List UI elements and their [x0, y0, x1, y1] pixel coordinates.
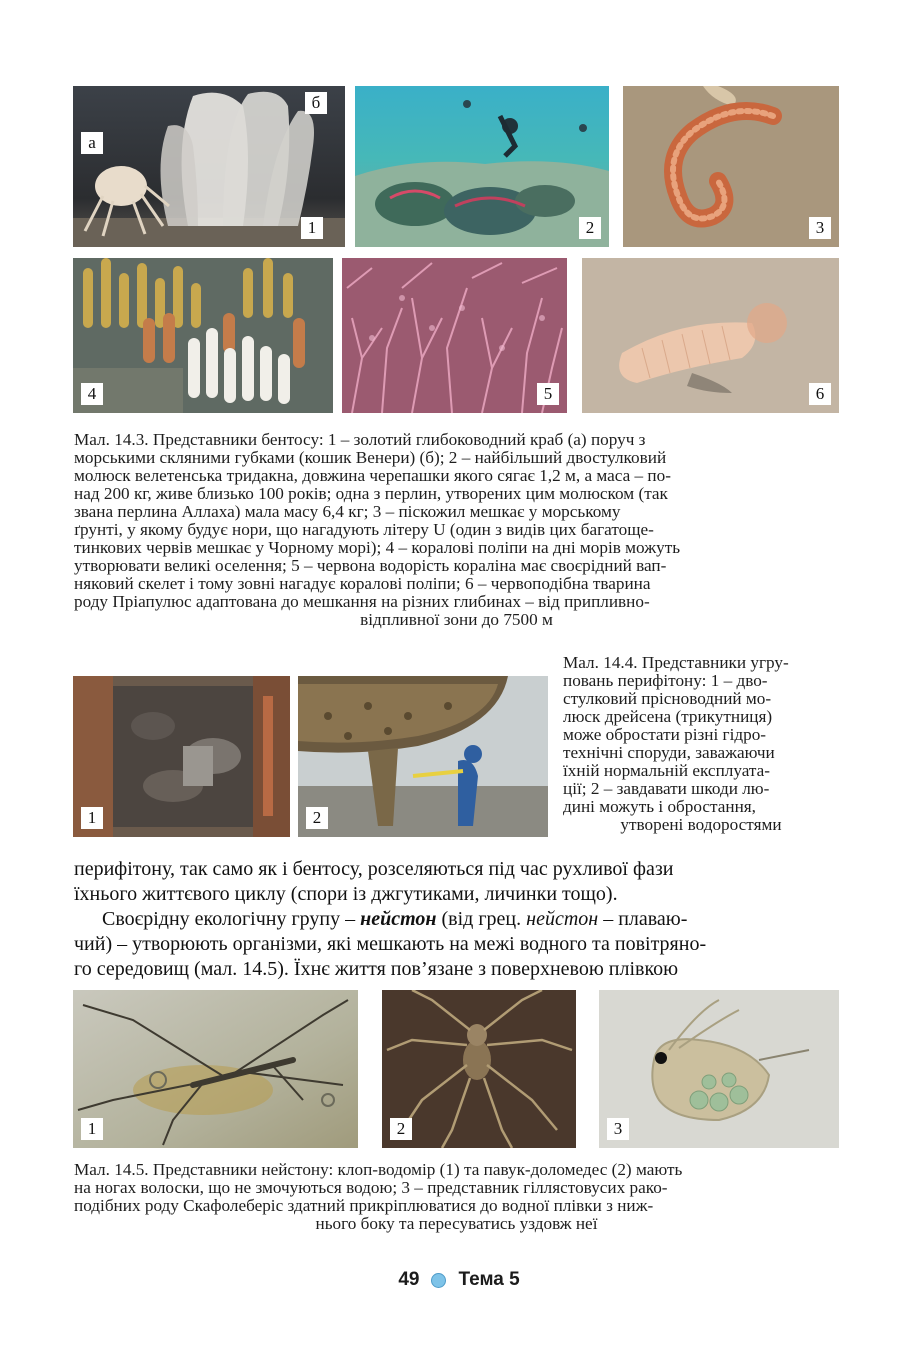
caption-line: звана перлина Аллаха) мала масу 6,4 кг; 3 – піскожил мешкає у морському — [74, 502, 621, 521]
sublabel-b: б — [305, 92, 327, 114]
caption-line: технічні споруди, заважаючи — [563, 743, 775, 762]
page-number: 49 — [398, 1269, 420, 1290]
caption-line: стулковий прісноводний мо- — [563, 689, 772, 708]
caption-line: молюск велетенська тридакна, довжина черепашки якого сягає 1,2 м, а маса – по- — [74, 466, 671, 485]
caption-line: дині можуть і обростання, — [563, 797, 756, 816]
term-neuston: нейстон — [360, 908, 437, 930]
caption-line: ґрунті, у якому будує нори, що нагадують літеру U (один з видів цих багатоще- — [74, 520, 654, 539]
caption-line: на ногах волоски, що не змочуються водою; 3 – представник гіллястовусих рако- — [74, 1178, 668, 1197]
photo-number: 5 — [537, 383, 559, 405]
caption-line: Мал. 14.5. Представники нейстону: клоп-водомір (1) та павук-доломедес (2) мають — [74, 1160, 683, 1179]
sublabel-a: а — [81, 132, 103, 154]
photo-giant-clam-diver — [355, 86, 609, 247]
text-line: го середовищ (мал. 14.5). Їхнє життя пов’язане з поверхневою плівкою — [74, 958, 679, 980]
text-span: Своєрідну екологічну групу – — [102, 908, 361, 930]
photo-number: 1 — [301, 217, 323, 239]
photo-zebra-mussel — [73, 676, 290, 837]
page-footer — [0, 1268, 918, 1292]
photo-number: 4 — [81, 383, 103, 405]
photo-number: 3 — [809, 217, 831, 239]
greek-term: нейстон — [526, 908, 599, 930]
caption-line: Мал. 14.4. Представники угру- — [563, 653, 789, 672]
caption-line: няковий скелет і тому зовні нагадує коралові поліпи; 6 – червоподібна тварина — [74, 574, 651, 593]
caption-line: ції; 2 – завдавати шкоди лю- — [563, 779, 770, 798]
photo-coral-polyps — [73, 258, 333, 413]
body-paragraph — [74, 857, 839, 982]
bullet-dot-icon — [431, 1273, 446, 1288]
photo-lugworm — [623, 86, 839, 247]
topic-label: Тема 5 — [458, 1269, 520, 1290]
text-line: їхнього життєвого циклу (спори із джгутиками, личинки тощо). — [74, 883, 618, 905]
photo-number: 2 — [579, 217, 601, 239]
caption-line: може обростати різні гідро- — [563, 725, 767, 744]
caption-line: відпливної зони до 7500 м — [360, 610, 553, 629]
figure-caption-14-4 — [563, 654, 839, 834]
caption-line: повань перифітону: 1 – дво- — [563, 671, 768, 690]
photo-water-strider — [73, 990, 358, 1148]
caption-line: люск дрейсена (трикутниця) — [563, 707, 773, 726]
caption-line: над 200 кг, живе близько 100 років; одна з перлин, утворених цим молюском (так — [74, 484, 668, 503]
photo-priapulus — [582, 258, 839, 413]
photo-fishing-spider — [382, 990, 576, 1148]
text-line — [74, 907, 839, 932]
caption-line: Мал. 14.3. Представники бентосу: 1 – золотий глибоководний краб (а) поруч з — [74, 430, 646, 449]
photo-number: 1 — [81, 807, 103, 829]
photo-number: 2 — [390, 1118, 412, 1140]
photo-number: 3 — [607, 1118, 629, 1140]
caption-line: нього боку та пересуватись уздовж неї — [315, 1214, 598, 1233]
photo-number: 1 — [81, 1118, 103, 1140]
photo-hull-fouling — [298, 676, 548, 837]
photo-number: 2 — [306, 807, 328, 829]
caption-line: утворені водоростями — [620, 815, 782, 834]
text-line: чий) – утворюють організми, які мешкають на межі водного та повітряно- — [74, 933, 707, 955]
figure-caption-14-3 — [74, 431, 839, 629]
text-line: перифітону, так само як і бентосу, розселяються під час рухливої фази — [74, 858, 674, 880]
photo-number: 6 — [809, 383, 831, 405]
caption-line: утворювати великі оселення; 5 – червона водорість кораліна має своєрідний вап- — [74, 556, 667, 575]
text-span: – плаваю- — [598, 908, 688, 930]
figure-caption-14-5 — [74, 1161, 839, 1233]
caption-line: морськими скляними губками (кошик Венери) (б); 2 – найбільший двостулковий — [74, 448, 667, 467]
caption-line: роду Пріапулюс адаптована до мешкання на різних глибинах – від припливно- — [74, 592, 650, 611]
caption-line: їхній нормальній експлуата- — [563, 761, 770, 780]
photo-coralline-algae — [342, 258, 567, 413]
text-span: (від грец. — [436, 908, 527, 930]
caption-line: тинкових червів мешкає у Чорному морі); 4 – коралові поліпи на дні морів можуть — [74, 538, 681, 557]
caption-line: подібних роду Скафолеберіс здатний прикріплюватися до водної плівки з ниж- — [74, 1196, 654, 1215]
photo-scapholeberis — [599, 990, 839, 1148]
photo-glass-sponges-crab — [73, 86, 345, 247]
